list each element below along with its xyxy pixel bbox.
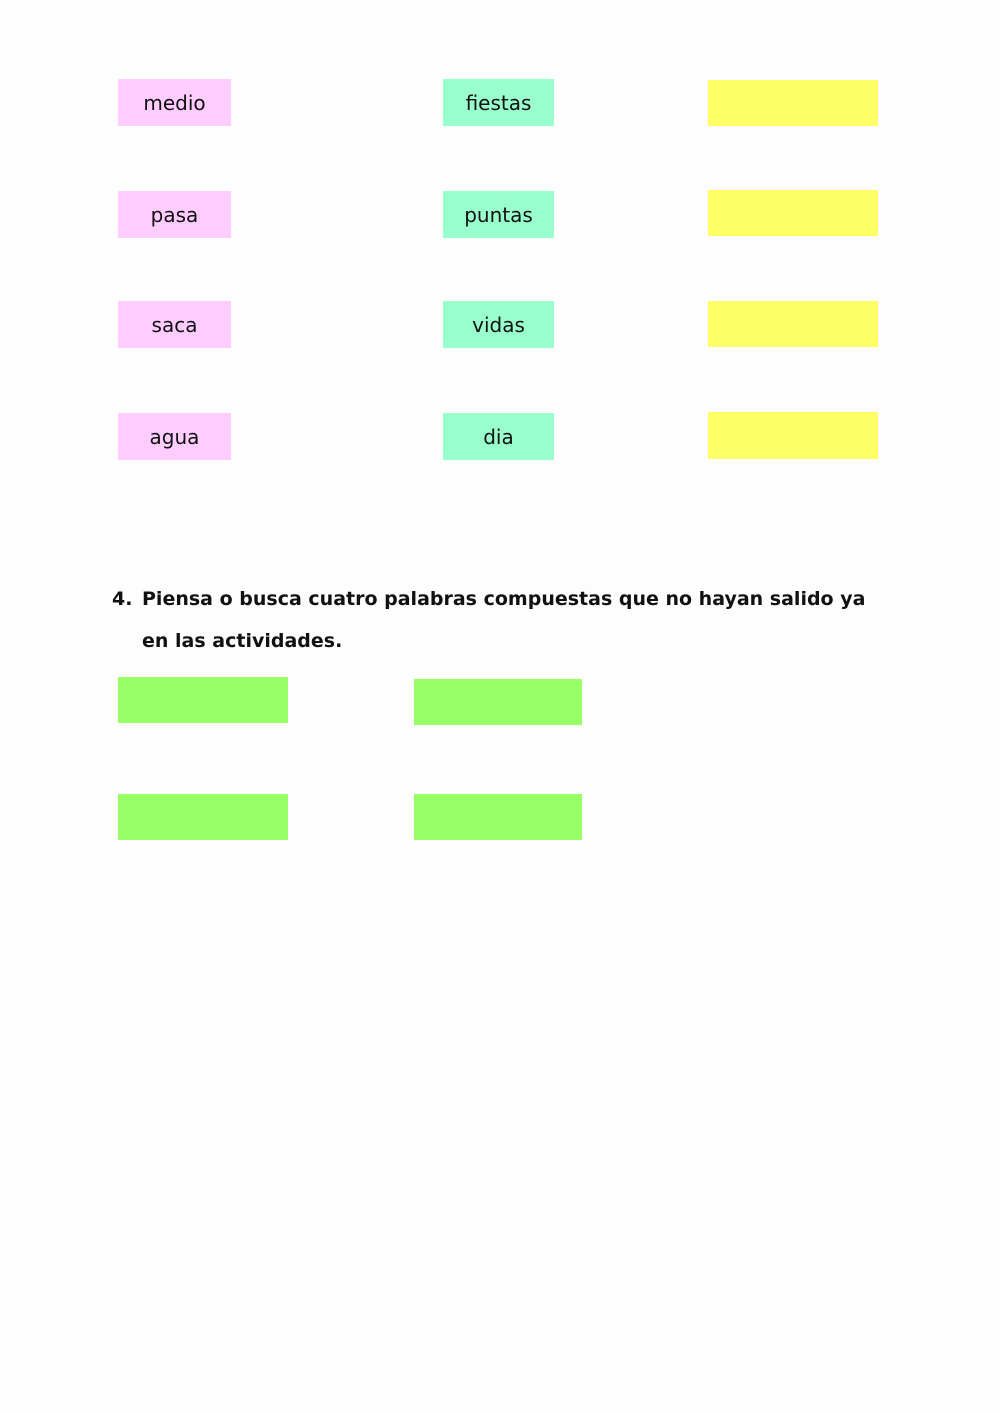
compound-word-input-2[interactable] — [414, 679, 582, 725]
question-4 — [112, 578, 872, 662]
answer-slot-1[interactable] — [708, 80, 878, 126]
answer-slot-3[interactable] — [708, 301, 878, 347]
compound-word-input-3[interactable] — [118, 794, 288, 840]
word-card-fiestas[interactable]: fiestas — [443, 79, 554, 126]
word-card-medio[interactable]: medio — [118, 79, 231, 126]
compound-word-input-1[interactable] — [118, 677, 288, 723]
answer-slot-2[interactable] — [708, 190, 878, 236]
compound-word-input-4[interactable] — [414, 794, 582, 840]
word-card-puntas[interactable]: puntas — [443, 191, 554, 238]
word-card-pasa[interactable]: pasa — [118, 191, 231, 238]
word-card-vidas[interactable]: vidas — [443, 301, 554, 348]
question-number: 4. — [112, 588, 133, 610]
answer-slot-4[interactable] — [708, 412, 878, 459]
question-text: Piensa o busca cuatro palabras compuestas que no hayan salido ya en las actividades. — [142, 588, 866, 652]
word-card-agua[interactable]: agua — [118, 413, 231, 460]
word-card-dia[interactable]: dia — [443, 413, 554, 460]
word-card-saca[interactable]: saca — [118, 301, 231, 348]
